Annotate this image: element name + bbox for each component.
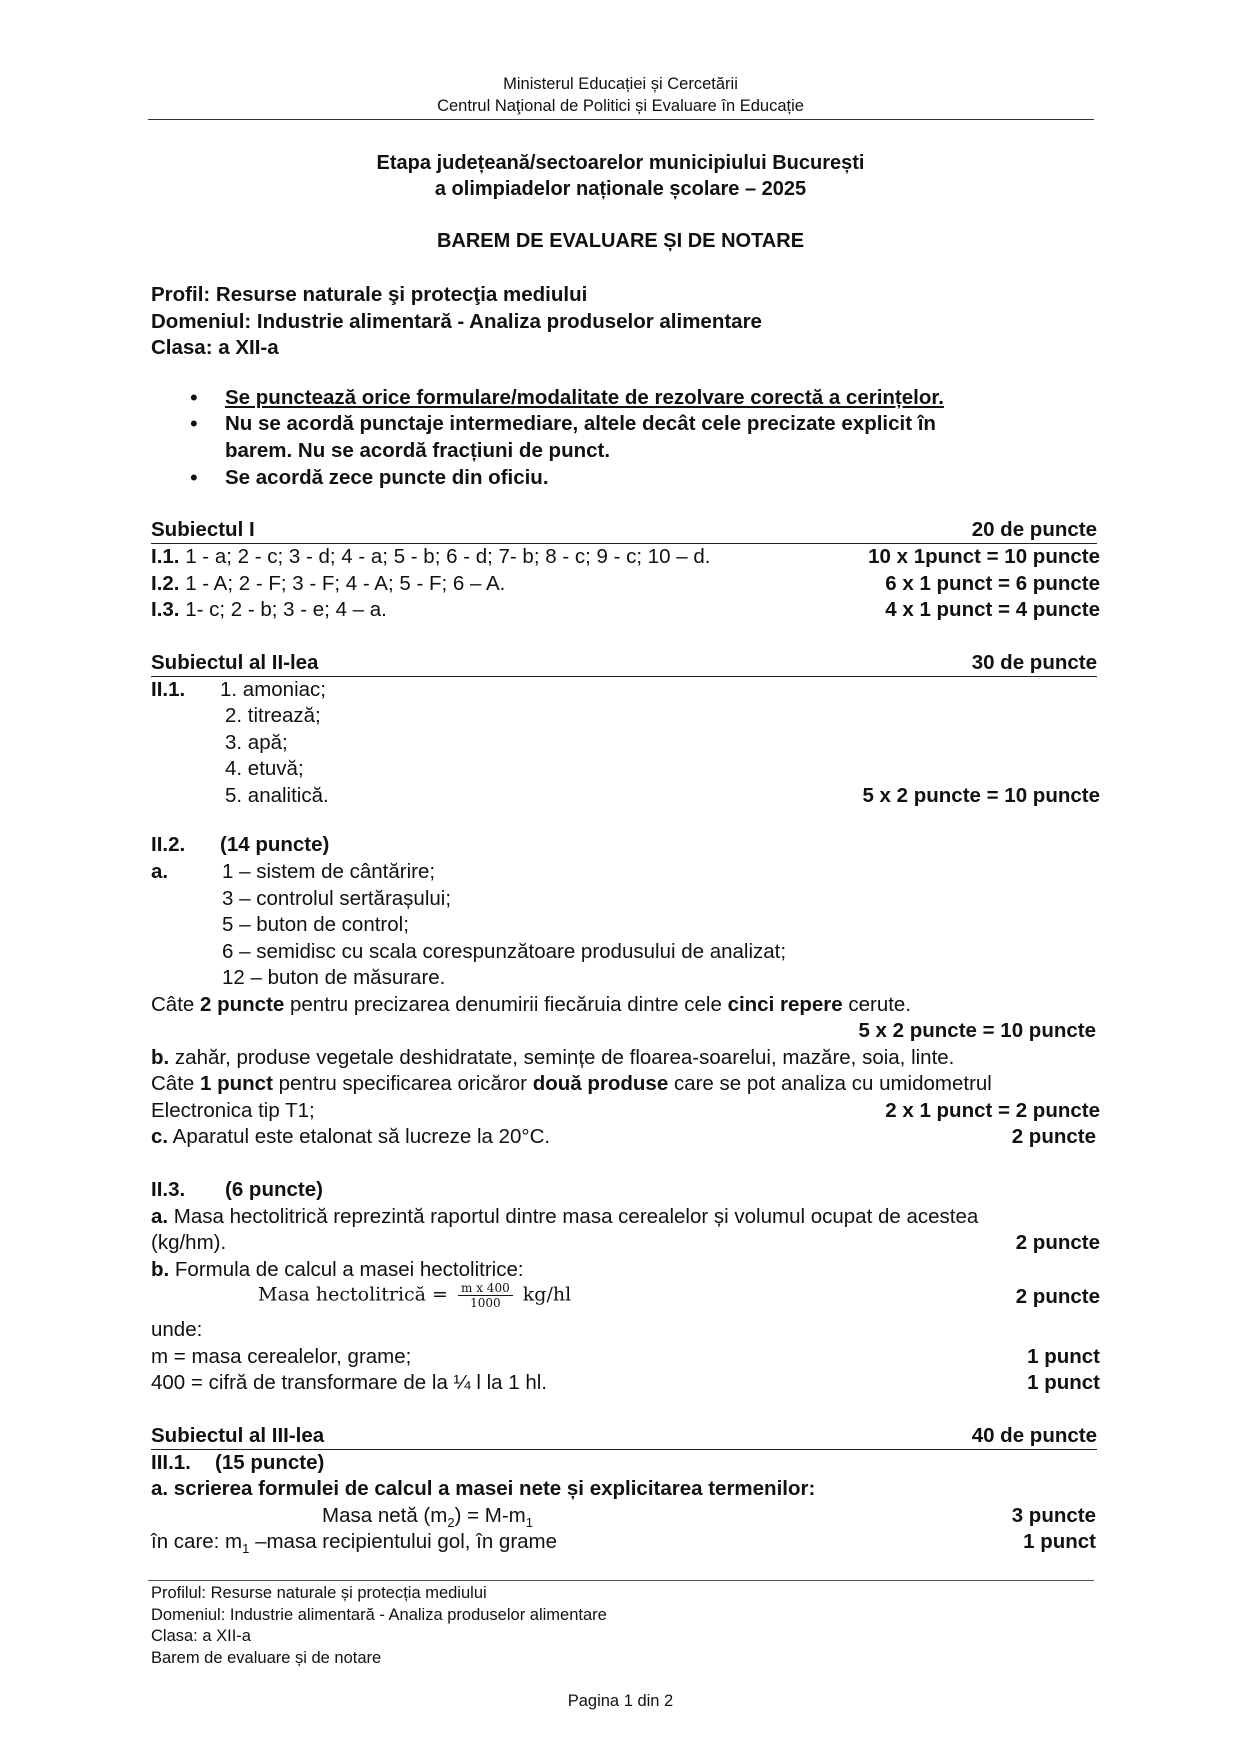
answer-text: Aparatul este etalonat să lucreze la 20°C. bbox=[168, 1125, 551, 1148]
iii1-a-heading: a. scrierea formulei de calcul a masei nete și explicitarea termenilor: bbox=[151, 1477, 816, 1500]
net-mass-formula bbox=[322, 1504, 533, 1530]
section-3-header bbox=[151, 1424, 1097, 1450]
formula-subscript: 2 bbox=[447, 1515, 455, 1531]
footer-profile: Profilul: Resurse naturale și protecția mediului bbox=[151, 1584, 487, 1602]
formula-numerator: m x 400 bbox=[458, 1281, 513, 1296]
list-item: 1 – sistem de cântărire; bbox=[222, 860, 436, 883]
section-3-title: Subiectul al III-lea bbox=[151, 1424, 325, 1447]
item-i1 bbox=[151, 545, 710, 569]
bullet-dot: • bbox=[190, 465, 198, 490]
list-item: 6 – semidisc cu scala corespunzătoare produsului de analizat; bbox=[222, 940, 787, 963]
item-iii1-label: III.1. bbox=[151, 1451, 191, 1474]
list-item: 1. amoniac; bbox=[220, 678, 326, 701]
scoring-note-b-line-2: Electronica tip T1; bbox=[151, 1099, 315, 1122]
note-text: care se pot analiza cu umidometrul bbox=[668, 1072, 992, 1095]
sub-label-a: a. bbox=[151, 860, 169, 883]
bullet-2-line-2: barem. Nu se acordă fracțiuni de punct. bbox=[225, 439, 611, 462]
term-text: –masa recipientului gol, în grame bbox=[249, 1530, 558, 1553]
term-text: în care: m bbox=[151, 1530, 243, 1553]
item-ii2-label: II.2. bbox=[151, 833, 186, 856]
bullet-dot: • bbox=[190, 411, 198, 436]
note-text: Câte bbox=[151, 1072, 200, 1095]
section-3-points: 40 de puncte bbox=[971, 1424, 1097, 1447]
formula-subscript: 1 bbox=[525, 1515, 533, 1531]
item-i3 bbox=[151, 598, 387, 622]
center-name: Centrul Naţional de Politici și Evaluare în Educație bbox=[437, 97, 804, 115]
section-2-title: Subiectul al II-lea bbox=[151, 651, 319, 674]
sub-c-points: 2 puncte bbox=[1011, 1125, 1096, 1148]
bullet-dot: • bbox=[190, 385, 198, 410]
item-i1-points: 10 x 1punct = 10 puncte bbox=[868, 545, 1100, 568]
item-label: I.1. bbox=[151, 545, 180, 568]
item-ii1-points: 5 x 2 puncte = 10 puncte bbox=[862, 784, 1100, 807]
sub-label-c: c. bbox=[151, 1125, 169, 1148]
scoring-note-a bbox=[151, 993, 911, 1017]
formula-unit: kg/hl bbox=[522, 1283, 572, 1306]
note-text: Câte bbox=[151, 993, 200, 1016]
sub-b-answer bbox=[151, 1046, 954, 1070]
note-bold: două produse bbox=[532, 1072, 669, 1095]
term-subscript: 1 bbox=[242, 1541, 250, 1557]
formula-left: Masa hectolitrică = bbox=[258, 1283, 448, 1306]
answer-text: Formula de calcul a masei hectolitrice: bbox=[169, 1258, 524, 1281]
section-1-title: Subiectul I bbox=[151, 518, 255, 541]
where-label: unde: bbox=[151, 1318, 203, 1341]
item-i2-points: 6 x 1 punct = 6 puncte bbox=[885, 572, 1100, 595]
item-answers: 1- c; 2 - b; 3 - e; 4 – a. bbox=[179, 598, 387, 621]
sub-label-b: b. bbox=[151, 1258, 170, 1281]
sub-c-answer bbox=[151, 1125, 550, 1149]
note-text: cerute. bbox=[842, 993, 912, 1016]
ii3-a-answer-line-2: (kg/hm). bbox=[151, 1231, 227, 1254]
note-text: pentru specificarea oricăror bbox=[272, 1072, 533, 1095]
class-label: Clasa: a XII-a bbox=[151, 336, 279, 359]
answer-text: zahăr, produse vegetale deshidratate, semințe de floarea-soarelui, mazăre, soia, linte. bbox=[169, 1046, 955, 1069]
scoring-note-b bbox=[151, 1072, 992, 1096]
term-definition-points: 1 punct bbox=[1023, 1530, 1096, 1553]
section-1-header bbox=[151, 518, 1097, 544]
page-number: Pagina 1 din 2 bbox=[567, 1692, 674, 1710]
net-mass-formula-points: 3 puncte bbox=[1011, 1504, 1096, 1527]
footer-doc-type: Barem de evaluare și de notare bbox=[151, 1649, 382, 1667]
item-answers: 1 - a; 2 - c; 3 - d; 4 - a; 5 - b; 6 - d; 7- b; 8 - c; 9 - c; 10 – d. bbox=[179, 545, 711, 568]
formula-points: 2 puncte bbox=[1015, 1285, 1100, 1308]
ii3-a-answer bbox=[151, 1205, 978, 1229]
item-label: I.3. bbox=[151, 598, 180, 621]
list-item: 12 – buton de măsurare. bbox=[222, 966, 446, 989]
domain-label: Domeniul: Industrie alimentară - Analiza produselor alimentare bbox=[151, 310, 762, 333]
ministry-name: Ministerul Educației și Cercetării bbox=[503, 75, 738, 93]
title-line-2: a olimpiadelor naționale școlare – 2025 bbox=[434, 178, 807, 200]
note-bold: 2 puncte bbox=[200, 993, 285, 1016]
note-text: pentru precizarea denumirii fiecăruia dintre cele bbox=[284, 993, 728, 1016]
section-1-points: 20 de puncte bbox=[971, 518, 1097, 541]
definition-m: m = masa cerealelor, grame; bbox=[151, 1345, 412, 1368]
formula-text: Masa netă (m bbox=[322, 1504, 448, 1527]
list-item: 2. titrează; bbox=[225, 704, 321, 727]
sub-label-a: a. bbox=[151, 1205, 169, 1228]
footer-domain: Domeniul: Industrie alimentară - Analiza produselor alimentare bbox=[151, 1606, 607, 1624]
ii3-a-points: 2 puncte bbox=[1015, 1231, 1100, 1254]
bullet-2-line-1: Nu se acordă punctaje intermediare, altele decât cele precizate explicit în bbox=[225, 412, 936, 435]
bullet-3: Se acordă zece puncte din oficiu. bbox=[225, 466, 549, 489]
note-bold: cinci repere bbox=[727, 993, 843, 1016]
list-item: 4. etuvă; bbox=[225, 757, 304, 780]
header-divider bbox=[148, 119, 1094, 120]
formula-denominator: 1000 bbox=[470, 1296, 501, 1310]
sub-b-points: 2 x 1 punct = 2 puncte bbox=[885, 1099, 1100, 1122]
footer-divider bbox=[148, 1580, 1094, 1581]
definition-400: 400 = cifră de transformare de la ¼ l la 1 hl. bbox=[151, 1371, 547, 1394]
item-ii3-points-head: (6 puncte) bbox=[225, 1178, 323, 1201]
item-i3-points: 4 x 1 punct = 4 puncte bbox=[885, 598, 1100, 621]
definition-400-points: 1 punct bbox=[1027, 1371, 1100, 1394]
item-answers: 1 - A; 2 - F; 3 - F; 4 - A; 5 - F; 6 – A. bbox=[179, 572, 506, 595]
title-line-1: Etapa județeană/sectoarelor municipiului București bbox=[376, 152, 865, 174]
section-2-header bbox=[151, 651, 1097, 677]
bullet-1: Se punctează orice formulare/modalitate de rezolvare corectă a cerințelor. bbox=[225, 386, 944, 409]
item-ii3-label: II.3. bbox=[151, 1178, 186, 1201]
answer-text: Masa hectolitrică reprezintă raportul dintre masa cerealelor și volumul ocupat de acestea bbox=[168, 1205, 979, 1228]
ii3-b-answer bbox=[151, 1258, 524, 1282]
note-bold: 1 punct bbox=[200, 1072, 273, 1095]
formula-fraction bbox=[458, 1281, 513, 1310]
item-ii2-points-head: (14 puncte) bbox=[220, 833, 330, 856]
section-2-points: 30 de puncte bbox=[971, 651, 1097, 674]
item-label: I.2. bbox=[151, 572, 180, 595]
list-item: 3 – controlul sertărașului; bbox=[222, 887, 452, 910]
formula-text: ) = M-m bbox=[454, 1504, 526, 1527]
profile-label: Profil: Resurse naturale şi protecţia mediului bbox=[151, 283, 588, 306]
definition-m-points: 1 punct bbox=[1027, 1345, 1100, 1368]
sub-label-b: b. bbox=[151, 1046, 170, 1069]
page-title: BAREM DE EVALUARE ȘI DE NOTARE bbox=[436, 230, 805, 252]
list-item: 5 – buton de control; bbox=[222, 913, 409, 936]
item-i2 bbox=[151, 572, 505, 596]
list-item: 3. apă; bbox=[225, 731, 288, 754]
hectoliter-formula bbox=[258, 1281, 571, 1310]
footer-class: Clasa: a XII-a bbox=[151, 1627, 251, 1645]
item-iii1-points-head: (15 puncte) bbox=[215, 1451, 325, 1474]
list-item: 5. analitică. bbox=[225, 784, 329, 807]
item-ii1-label: II.1. bbox=[151, 678, 186, 701]
term-definition bbox=[151, 1530, 557, 1556]
sub-a-points: 5 x 2 puncte = 10 puncte bbox=[858, 1019, 1096, 1042]
